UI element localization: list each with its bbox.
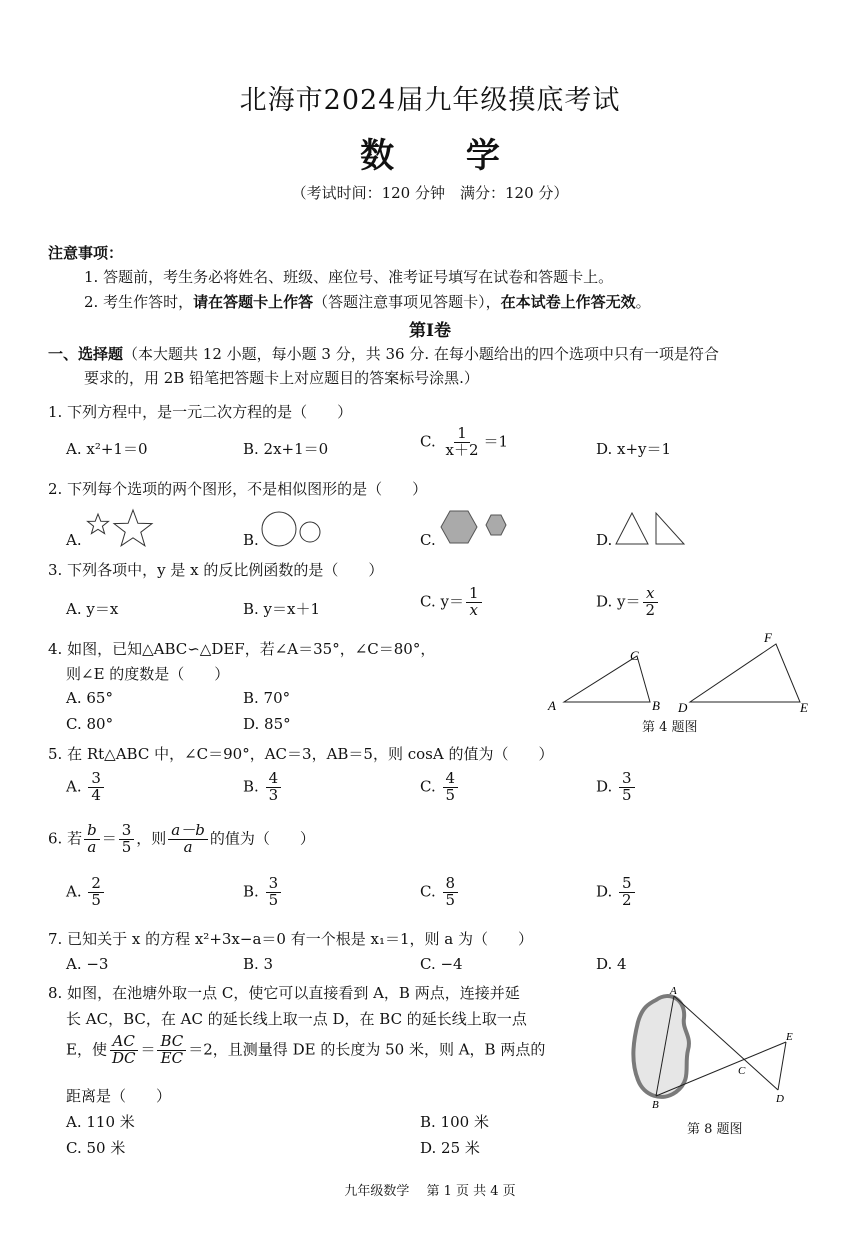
q5-option-a: A. $\frac{3}{4}$ [66,771,106,804]
q5-option-b: B. $\frac{4}{3}$ [243,771,283,804]
q1-option-a: A. x²+1＝0 [66,440,148,458]
q6-fraction-3-over-5: $\frac{3}{5}$ [119,823,135,856]
q8-option-c: C. 50 米 [66,1139,126,1157]
equilateral-triangle-icon [616,513,648,544]
large-star-icon [114,510,152,546]
label-b: B [652,698,660,713]
q6-option-d: D. $\frac{5}{2}$ [596,876,637,909]
section1-heading: 一、选择题 [48,345,124,363]
q4-stem-line2: 则∠E 的度数是（ ） [66,665,230,683]
q3-stem: 3. 下列各项中，y 是 x 的反比例函数的是（ ） [48,561,384,579]
q3-option-a: A. y＝x [66,600,119,618]
q5-stem: 5. 在 Rt△ABC 中，∠C＝90°，AC＝3，AB＝5，则 cosA 的值为（ ） [48,745,554,763]
label-c: C [738,1065,746,1077]
exam-info: （考试时间：120 分钟 满分：120 分） [291,184,569,202]
q2-d-triangles-figure [614,510,690,548]
q2-option-c: C. [420,531,436,549]
q6-fraction-b-over-a: $\frac{b}{a}$ [84,823,100,856]
q5-option-c: C. $\frac{4}{5}$ [420,771,460,804]
q8-pond-figure [626,984,806,1112]
q5-a-fraction: $\frac{3}{4}$ [88,771,104,804]
q2-option-d: D. [596,531,613,549]
q8-line2: 长 AC，BC，在 AC 的延长线上取一点 D，在 BC 的延长线上取一点 [66,1010,527,1028]
triangle-def [690,644,800,702]
notes-emphasis-1: 请在答题卡上作答 [193,293,314,311]
label-e: E [786,1031,793,1043]
q1-c-fraction: $\frac{1}{x+2}$ [445,424,479,459]
label-b: B [652,1099,659,1111]
notes-heading: 注意事项： [48,244,124,262]
q8-option-d: D. 25 米 [420,1139,480,1157]
q8-line4: 距离是（ ） [66,1087,172,1105]
q6-a-fraction: $\frac{2}{5}$ [88,876,104,909]
q6-c-fraction: $\frac{8}{5}$ [443,876,459,909]
label-d: D [776,1093,784,1105]
label-a: A [548,698,556,713]
q3-option-b: B. y＝x＋1 [243,600,321,618]
q2-a-stars-figure [84,508,156,550]
q6-b-fraction: $\frac{3}{5}$ [266,876,282,909]
small-hexagon-icon [486,515,506,535]
q6-fraction-a-minus-b: $\frac{a-b}{a}$ [168,823,208,856]
small-circle-icon [300,522,320,542]
q8-fraction-ac-dc: $\frac{AC}{DC}$ [109,1034,139,1067]
q3-c-fraction: $\frac{1}{x}$ [466,586,482,619]
q4-stem-line1: 4. 如图，已知△ABC∽△DEF，若∠A＝35°，∠C＝80°， [48,640,436,658]
q4-option-d: D. 85° [243,715,291,733]
q8-fraction-bc-ec: $\frac{BC}{EC}$ [157,1034,186,1067]
section1-line1: 一、选择题（本大题共 12 小题，每小题 3 分，共 36 分. 在每小题给出的四个选项中只有一项是符合 [48,345,719,363]
part-title: 第Ⅰ卷 [409,321,451,341]
notes-emphasis-2: 在本试卷上作答无效 [500,293,636,311]
page-footer: 九年级数学 第 1 页 共 4 页 [344,1184,516,1199]
q2-c-hexagons-figure [440,508,512,548]
pond-shape [633,996,689,1097]
large-hexagon-icon [441,511,477,543]
q4-option-a: A. 65° [66,689,113,707]
q1-option-d: D. x+y＝1 [596,440,672,458]
q5-c-fraction: $\frac{4}{5}$ [443,771,459,804]
q4-figure-caption: 第 4 题图 [642,720,698,735]
q4-option-c: C. 80° [66,715,114,733]
q7-option-b: B. 3 [243,955,274,973]
large-circle-icon [262,512,296,546]
q2-option-b: B. [243,531,259,549]
q2-option-a: A. [66,531,82,549]
notes-item-1: 1. 答题前，考生务必将姓名、班级、座位号、准考证号填写在试卷和答题卡上。 [84,268,614,286]
q6-stem: 6. 若 $\frac{b}{a}$ ＝ $\frac{3}{5}$ ，则 $\frac{a-b}{a}$ 的值为（ ） [48,821,315,856]
q3-option-c: C. y＝ $\frac{1}{x}$ [420,586,484,619]
q1-stem: 1. 下列方程中，是一元二次方程的是（ ） [48,403,353,421]
q1-option-c: C. $\frac{1}{x+2}$ ＝1 [420,424,509,459]
q8-line3: E，使 $\frac{AC}{DC}$ ＝ $\frac{BC}{EC}$ ＝2，且测量得 DE 的长度为 50 米，则 A，B 两点的 [66,1032,546,1067]
q2-b-circles-figure [260,510,324,550]
q4-figure [540,628,820,720]
section1-line2: 要求的，用 2B 铅笔把答题卡上对应题目的答案标号涂黑.） [84,369,479,387]
subject-title: 数 学 [360,136,530,176]
q7-option-a: A. −3 [66,955,109,973]
q7-option-c: C. −4 [420,955,463,973]
q7-option-d: D. 4 [596,955,627,973]
label-e: E [800,700,808,715]
q6-d-fraction: $\frac{5}{2}$ [619,876,635,909]
q1-option-b: B. 2x+1＝0 [243,440,329,458]
q7-stem: 7. 已知关于 x 的方程 x²+3x−a＝0 有一个根是 x₁＝1，则 a 为（ ） [48,930,533,948]
q6-option-b: B. $\frac{3}{5}$ [243,876,283,909]
q3-d-fraction: $\frac{x}{2}$ [643,586,659,619]
q6-option-c: C. $\frac{8}{5}$ [420,876,460,909]
label-f: F [764,630,772,645]
exam-title: 北海市2024届九年级摸底考试 [239,85,621,116]
q3-option-d: D. y＝ $\frac{x}{2}$ [596,586,660,619]
q5-b-fraction: $\frac{4}{3}$ [266,771,282,804]
small-star-icon [88,514,109,534]
label-c: C [630,648,639,663]
q8-option-a: A. 110 米 [66,1113,135,1131]
q5-d-fraction: $\frac{3}{5}$ [619,771,635,804]
q6-option-a: A. $\frac{2}{5}$ [66,876,106,909]
label-a: A [670,985,677,997]
right-triangle-icon [656,513,684,544]
line-de [778,1042,786,1090]
q4-option-b: B. 70° [243,689,291,707]
q8-figure-caption: 第 8 题图 [687,1122,743,1137]
q8-line1: 8. 如图，在池塘外取一点 C，使它可以直接看到 A，B 两点，连接并延 [48,984,520,1002]
q2-stem: 2. 下列每个选项的两个图形，不是相似图形的是（ ） [48,480,428,498]
q8-option-b: B. 100 米 [420,1113,489,1131]
label-d: D [678,700,688,715]
notes-item-2: 2. 考生作答时，请在答题卡上作答（答题注意事项见答题卡），在本试卷上作答无效。 [84,293,651,311]
q5-option-d: D. $\frac{3}{5}$ [596,771,637,804]
